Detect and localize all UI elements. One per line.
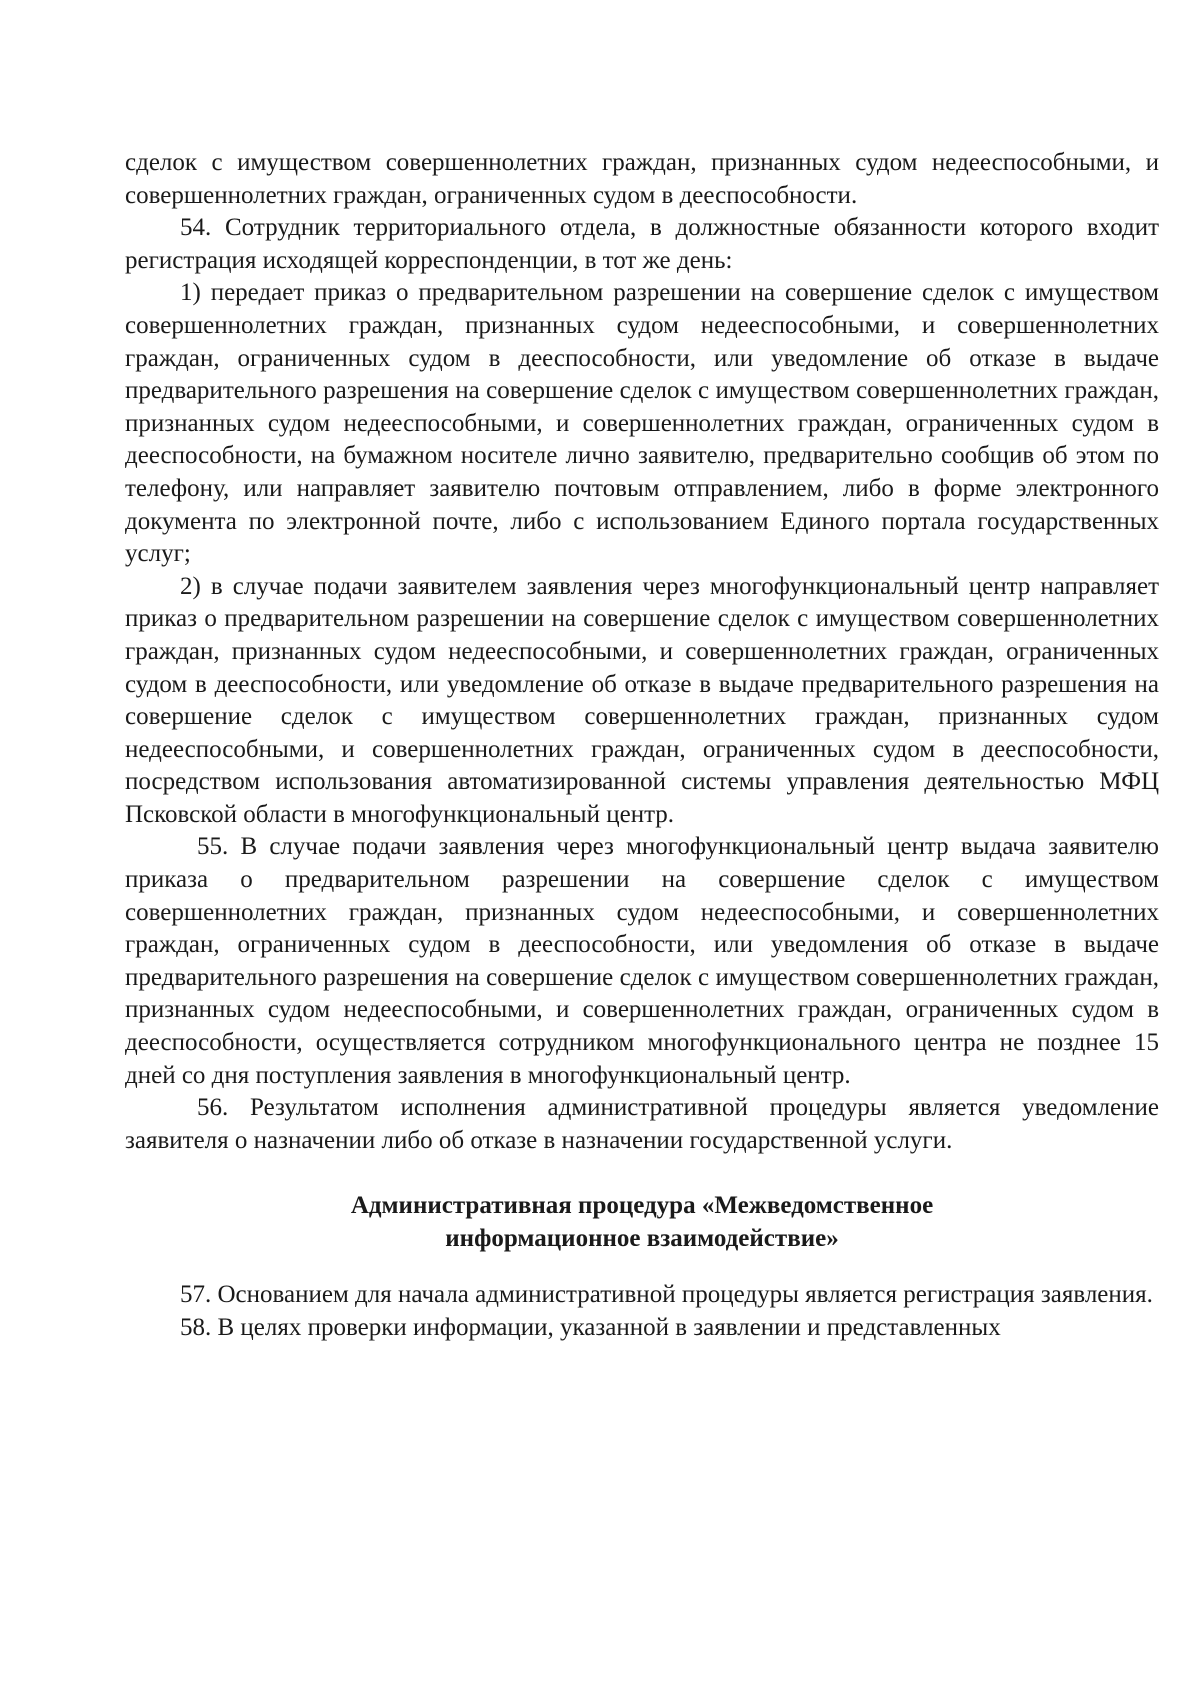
section-heading-line-2: информационное взаимодействие» <box>445 1225 839 1253</box>
section-heading-line-1: Административная процедура «Межведомственное <box>350 1192 934 1220</box>
paragraph-54: 54. Сотрудник территориального отдела, в должностные обязанности которого входит регистрация исходящей корреспонденции, в тот же день: <box>125 214 1159 274</box>
paragraph-54-item-1: 1) передает приказ о предварительном разрешении на совершение сделок с имуществом совершеннолетних граждан, признанных судом недееспособными, и совершеннолетних граждан, ограниченных судом в дееспособности, или уведомление об отказе в выдаче предварительного разрешения на совершение сделок с имуществом совершеннолетних граждан, признанных судом недееспособными, и совершеннолетних граждан, ограниченных судом в дееспособности, на бумажном носителе лично заявителю, предварительно сообщив об этом по телефону, или направляет заявителю почтовым отправлением, либо в форме электронного документа по электронной почте, либо с использованием Единого портала государственных услуг; <box>125 279 1159 568</box>
paragraph-54-item-2: 2) в случае подачи заявителем заявления через многофункциональный центр направляет приказ о предварительном разрешении на совершение сделок с имуществом совершеннолетних граждан, признанных судом недееспособными, и совершеннолетних граждан, ограниченных судом в дееспособности, или уведомление об отказе в выдаче предварительного разрешения на совершение сделок с имуществом совершеннолетних граждан, признанных судом недееспособными, и совершеннолетних граждан, ограниченных судом в дееспособности, посредством использования автоматизированной системы управления деятельностью МФЦ Псковской области в многофункциональный центр. <box>125 572 1159 828</box>
paragraph-57: 57. Основанием для начала административной процедуры является регистрация заявления. <box>180 1281 1153 1309</box>
paragraph-continuation: сделок с имуществом совершеннолетних граждан, признанных судом недееспособными, и совершеннолетних граждан, ограниченных судом в дееспособности. <box>125 149 1159 209</box>
section-heading <box>125 1189 1159 1255</box>
paragraph-58: 58. В целях проверки информации, указанной в заявлении и представленных <box>180 1314 1001 1341</box>
document-page <box>125 147 1159 1345</box>
paragraph-56: 56. Результатом исполнения административной процедуры является уведомление заявителя о назначении либо об отказе в назначении государственной услуги. <box>125 1094 1159 1154</box>
paragraph-55: 55. В случае подачи заявления через многофункциональный центр выдача заявителю приказа о предварительном разрешении на совершение сделок с имуществом совершеннолетних граждан, признанных судом недееспособными, и совершеннолетних граждан, ограниченных судом в дееспособности, или уведомления об отказе в выдаче предварительного разрешения на совершение сделок с имуществом совершеннолетних граждан, признанных судом недееспособными, и совершеннолетних граждан, ограниченных судом в дееспособности, осуществляется сотрудником многофункционального центра не позднее 15 дней со дня поступления заявления в многофункциональный центр. <box>125 833 1159 1089</box>
